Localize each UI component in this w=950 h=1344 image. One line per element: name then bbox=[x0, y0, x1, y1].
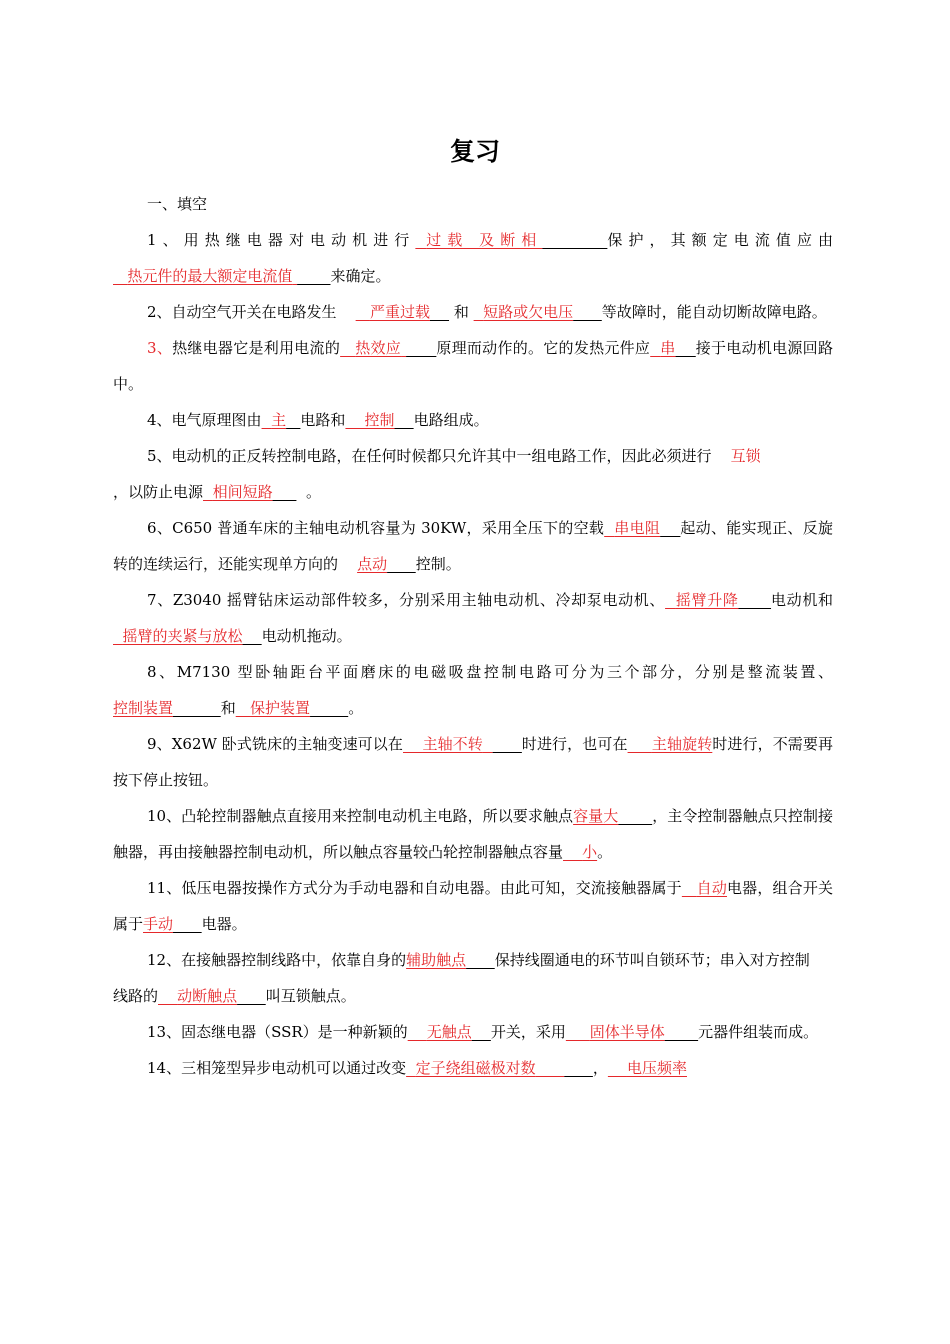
question-4: 4、电气原理图由 主 电路和 控制 电路组成。 bbox=[147, 411, 489, 429]
answer-blank: 自动 bbox=[696, 879, 728, 897]
question-12-continued: 线路的 动断触点 叫互锁触点。 bbox=[113, 987, 356, 1005]
section-heading: 一、填空 bbox=[147, 195, 208, 213]
question-8: 8、M7130 型卧轴距台平面磨床的电磁吸盘控制电路可分为三个部分，分别是整流装置、控制装置 和 保护装置 。 bbox=[113, 663, 833, 717]
answer-blank: 热元件的最大额定电流值 bbox=[127, 267, 293, 285]
answer-blank: 控制装置 bbox=[113, 699, 174, 717]
document-body bbox=[113, 186, 833, 1086]
answer-blank: 容量大 bbox=[573, 807, 619, 825]
question-2: 2、自动空气开关在电路发生 严重过载 和 短路或欠电压 等故障时，能自动切断故障电路。 bbox=[147, 303, 827, 321]
answer-blank: 点动 bbox=[357, 555, 388, 573]
answer-blank: 热效应 bbox=[355, 339, 402, 357]
question-14: 14、三相笼型异步电动机可以通过改变 定子绕组磁极对数 ， 电压频率 bbox=[147, 1059, 687, 1077]
answer-blank: 摇臂升降 bbox=[675, 591, 739, 609]
question-12: 12、在接触器控制线路中，依靠自身的辅助触点 保持线圈通电的环节叫自锁环节；串入对方控制 bbox=[147, 951, 810, 969]
answer-blank: 摇臂的夹紧与放松 bbox=[122, 627, 243, 645]
answer-blank: 串电阻 bbox=[614, 519, 661, 537]
answer-blank: 主轴旋转 bbox=[651, 735, 713, 753]
answer-blank: 小 bbox=[582, 843, 598, 861]
answer-blank: 定子绕组磁极对数 bbox=[415, 1059, 536, 1077]
answer-blank: 电压频率 bbox=[626, 1059, 687, 1077]
answer-blank: 主 bbox=[271, 411, 287, 429]
question-6: 6、C650 普通车床的主轴电动机容量为 30KW，采用全压下的空载 串电阻 起动、能实现正、反旋转的连续运行，还能实现单方向的 点动 控制。 bbox=[113, 519, 833, 573]
page-title: 复习 bbox=[449, 137, 500, 166]
answer-blank: 主轴不转 bbox=[422, 735, 483, 753]
answer-blank: 严重过载 bbox=[369, 303, 430, 321]
answer-text: 互锁 bbox=[730, 447, 761, 465]
answer-blank: 动断触点 bbox=[177, 987, 238, 1005]
answer-blank: 控制 bbox=[364, 411, 395, 429]
answer-blank: 保护装置 bbox=[250, 699, 311, 717]
answer-blank: 过载 及断相 bbox=[426, 231, 543, 249]
answer-blank: 串 bbox=[660, 339, 676, 357]
question-13: 13、固态继电器（SSR）是一种新颖的 无触点 开关，采用 固体半导体 元器件组装而成。 bbox=[147, 1023, 819, 1041]
question-1: 1、用热继电器对电动机进行 过载 及断相 保护，其额定电流值应由 热元件的最大额定电流值 来确定。 bbox=[113, 222, 833, 294]
question-11: 11、低压电器按操作方式分为手动电器和自动电器。由此可知，交流接触器属于 自动电器，组合开关属于手动 电器。 bbox=[113, 879, 834, 933]
answer-blank: 相间短路 bbox=[212, 483, 273, 501]
question-7: 7、Z3040 摇臂钻床运动部件较多，分别采用主轴电动机、冷却泵电动机、 摇臂升降 电动机和 摇臂的夹紧与放松 电动机拖动。 bbox=[113, 582, 833, 654]
question-5: 5、电动机的正反转控制电路，在任何时候都只允许其中一组电路工作，因此必须进行 互锁 ，以防止电源 相间短路 。 bbox=[113, 447, 761, 501]
answer-blank: 手动 bbox=[143, 915, 174, 933]
question-3: 3、热继电器它是利用电流的 热效应 原理而动作的。它的发热元件应 串 接于电动机电源回路中。 bbox=[113, 339, 833, 393]
answer-blank: 无触点 bbox=[426, 1023, 472, 1041]
answer-blank: 短路或欠电压 bbox=[483, 303, 574, 321]
answer-blank: 辅助触点 bbox=[406, 951, 467, 969]
answer-blank: 固体半导体 bbox=[589, 1023, 665, 1041]
question-9: 9、X62W 卧式铣床的主轴变速可以在 主轴不转 时进行，也可在 主轴旋转时进行，不需要再按下停止按钮。 bbox=[113, 735, 834, 789]
question-10: 10、凸轮控制器触点直接用来控制电动机主电路，所以要求触点容量大 ，主令控制器触点只控制接触器，再由接触器控制电动机，所以触点容量较凸轮控制器触点容量 小。 bbox=[113, 807, 833, 861]
